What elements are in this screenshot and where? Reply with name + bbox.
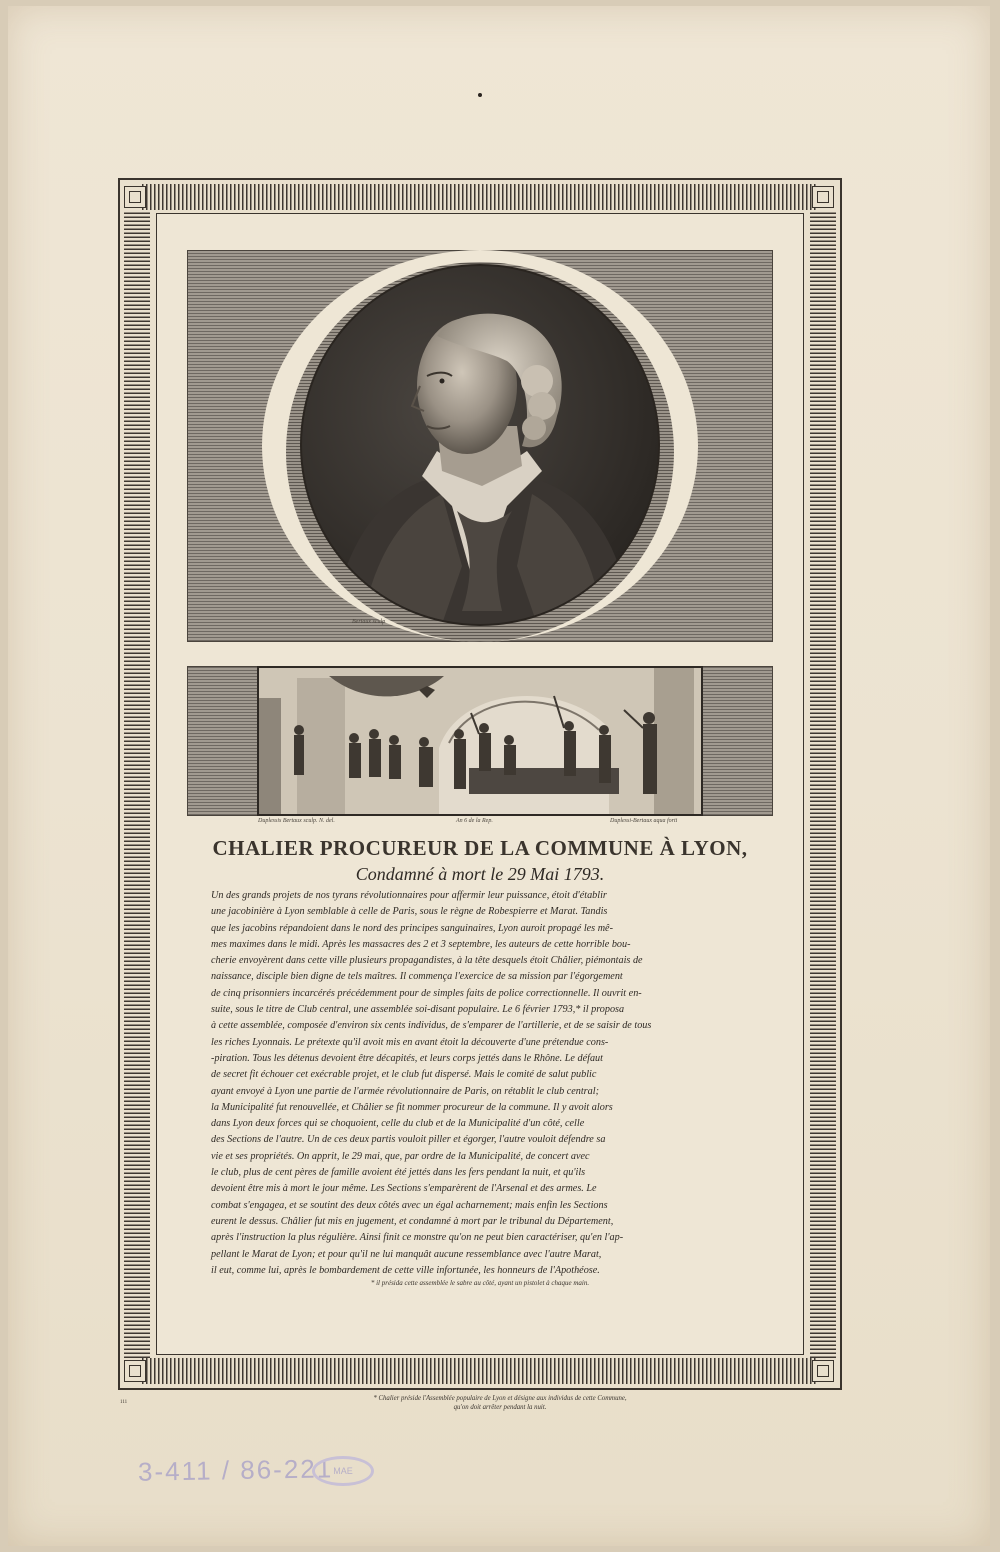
ink-dot xyxy=(478,93,482,97)
frame-corner-bottom-right xyxy=(812,1360,834,1382)
footnote-inner: * il présida cette assemblée le sabre au côté, ayant un pistolet à chaque main. xyxy=(370,1279,590,1287)
body-line: devoient être mis à mort le jour même. Les Sections s'emparèrent de l'Arsenal et des armes. Le xyxy=(211,1183,597,1195)
body-line: que les jacobins répandoient dans le nord des principes sanguinaires, Lyon auroit propagé les mê- xyxy=(211,922,613,934)
body-line: eurent le dessus. Châlier fut mis en jugement, et condamné à mort par le tribunal du Département, xyxy=(211,1215,614,1227)
portrait-engraving xyxy=(302,266,658,624)
body-line: à cette assemblée, composée d'environ six cents individus, de s'emparer de l'artillerie, et de se saisir de tous xyxy=(211,1020,652,1032)
body-line: les riches Lyonnais. Le prétexte qu'il avoit mis en avant étoit la découverte d'une prétendue cons- xyxy=(211,1036,609,1048)
body-line: la Municipalité fut renouvellée, et Châlier se fit nommer procureur de la commune. Il y avoit alors xyxy=(211,1101,613,1113)
body-line: des Sections de l'autre. Un de ces deux partis vouloit piller et égorger, l'autre vouloit défendre sa xyxy=(211,1134,606,1146)
body-line: le club, plus de cent pères de famille avoient été jettés dans les fers pendant la nuit, et qu'ils xyxy=(211,1167,586,1179)
body-text xyxy=(211,888,753,1279)
body-line: -piration. Tous les détenus devoient être décapités, et leurs corps jettés dans le Rhône. Le défaut xyxy=(211,1052,603,1064)
portrait-signature: Bertaux sculp xyxy=(352,619,386,625)
body-line: il eut, comme lui, après le bombardement de cette ville infortunée, les honneurs de l'Apothéose. xyxy=(211,1264,600,1276)
body-line: Un des grands projets de nos tyrans révolutionnaires pour affermir leur puissance, étoit d'établir xyxy=(211,890,607,901)
portrait-medallion xyxy=(300,264,660,626)
accession-stamp: 3-411 / 86-221 xyxy=(137,1453,334,1487)
caption-center: An 6 de la Rep. xyxy=(456,818,493,824)
assembly-scene-engraving xyxy=(257,666,703,816)
page-title: CHALIER PROCUREUR DE LA COMMUNE À LYON, xyxy=(212,836,748,860)
body-line: cherie envoyèrent dans cette ville plusieurs propagandistes, à la tête desquels étoit Châlier, piémontais de xyxy=(211,955,643,967)
library-stamp: MAE xyxy=(312,1456,374,1486)
page-subtitle: Condamné à mort le 29 Mai 1793. xyxy=(355,864,605,884)
footnote-outer xyxy=(280,1394,720,1412)
footnote-outer-line: * Chalier préside l'Assemblée populaire de Lyon et désigne aux individus de cette Commune, xyxy=(373,1395,627,1402)
body-line: pellant le Marat de Lyon; et pour qu'il ne lui manquât aucune ressemblance avec l'autre Marat, xyxy=(211,1248,602,1260)
frame-hatch-left xyxy=(124,210,150,1358)
caption-left: Duplessis Bertaux sculp. N. del. xyxy=(258,818,335,824)
footnote-outer-line: qu'on doit arrêter pendant la nuit. xyxy=(453,1404,547,1411)
frame-corner-top-right xyxy=(812,186,834,208)
body-line: mes maximes dans le midi. Après les massacres des 2 et 3 septembre, les auteurs de cette horrible bou- xyxy=(211,938,631,950)
body-line: dans Lyon deux forces qui se choquoient, celle du club et de la Municipalité d'un côté, celle xyxy=(211,1118,585,1130)
body-line: après l'instruction la plus régulière. Ainsi finit ce monstre qu'on ne peut bien caractériser, qu'en l'ap- xyxy=(211,1232,624,1244)
body-line: une jacobinière à Lyon semblable à celle de Paris, sous le règne de Robespierre et Marat. Tandis xyxy=(211,906,608,918)
frame-corner-top-left xyxy=(124,186,146,208)
body-line: de secret fit échouer cet exécrable projet, et le club fut dispersé. Mais le comité de salut public xyxy=(211,1069,597,1081)
body-line: suite, sous le titre de Club central, une assemblée soi-disant populaire. Le 6 février 1793,* il proposa xyxy=(211,1004,625,1016)
body-line: combat s'engagea, et se soutint des deux côtés avec un égal acharnement; mais enfin les Sections xyxy=(211,1199,608,1211)
frame-hatch-top xyxy=(142,184,818,210)
frame-corner-bottom-left xyxy=(124,1360,146,1382)
frame-hatch-bottom xyxy=(142,1358,818,1384)
frame-hatch-right xyxy=(810,210,836,1358)
body-line: ayant envoyé à Lyon une partie de l'armée révolutionnaire de Paris, on rétablit le club central; xyxy=(211,1085,599,1097)
body-line: naissance, disciple bien digne de tels maîtres. Il commença l'exercice de sa mission par l'égorgement xyxy=(211,971,623,983)
plate-number: 111 xyxy=(120,1400,128,1405)
body-line: de cinq prisonniers incarcérés précédemment pour de simples faits de police correctionnelle. Il ouvrit en- xyxy=(211,987,642,999)
assembly-scene xyxy=(259,668,701,814)
body-line: vie et ses propriétés. On apprit, le 29 mai, que, par ordre de la Municipalité, de concert avec xyxy=(211,1150,590,1162)
caption-right: Duplessi-Bertaux aqua forti xyxy=(610,818,678,824)
